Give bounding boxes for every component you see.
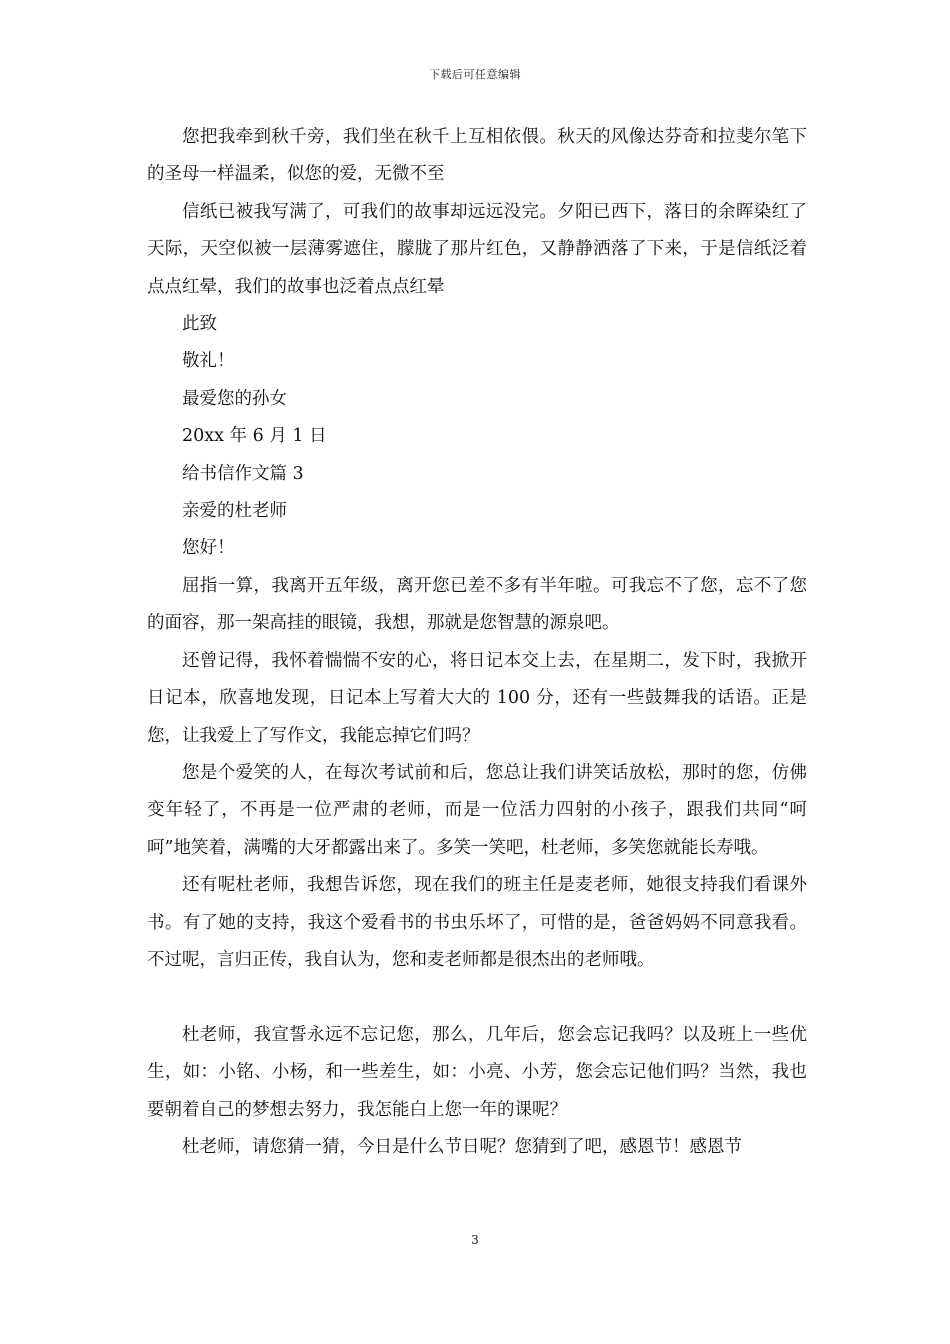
paragraph: 杜老师，我宣誓永远不忘记您，那么，几年后，您会忘记我吗？以及班上一些优生，如：小铭、小杨，和一些差生，如：小亮、小芳，您会忘记他们吗？当然，我也要朝着自己的梦想去努力，我怎能白上您一年的课呢？ [147, 1024, 807, 1120]
paragraph: 还曾记得，我怀着惴惴不安的心，将日记本交上去，在星期二，发下时，我掀开日记本，欣喜地发现，日记本上写着大大的 100 分，还有一些鼓舞我的话语。正是您，让我爱上了写作文，我能忘掉它们吗？ [147, 650, 807, 746]
document-body [147, 119, 807, 1166]
paragraph: 信纸已被我写满了，可我们的故事却远远没完。夕阳已西下，落日的余晖染红了天际，天空似被一层薄雾遮住，朦胧了那片红色，又静静洒落了下来，于是信纸泛着点点红晕，我们的故事也泛着点点红晕 [147, 201, 807, 297]
page-number: 3 [471, 1233, 479, 1247]
paragraph: 还有呢杜老师，我想告诉您，现在我们的班主任是麦老师，她很支持我们看课外书。有了她的支持，我这个爱看书的书虫乐坏了，可惜的是，爸爸妈妈不同意我看。不过呢，言归正传，我自认为，您和麦老师都是很杰出的老师哦。 [147, 875, 807, 970]
signature: 最爱您的孙女 [182, 388, 287, 409]
closing-regards: 敬礼！ [182, 351, 235, 372]
paragraph: 您是个爱笑的人，在每次考试前和后，您总让我们讲笑话放松，那时的您，仿佛变年轻了，不再是一位严肃的老师，而是一位活力四射的小孩子，跟我们共同“呵呵”地笑着，满嘴的大牙都露出来了。多笑一笑吧，杜老师，多笑您就能长寿哦。 [147, 762, 807, 858]
letter-greeting: 您好！ [182, 538, 235, 559]
letter-date: 20xx 年 6 月 1 日 [182, 426, 327, 447]
paragraph: 屈指一算，我离开五年级，离开您已差不多有半年啦。可我忘不了您，忘不了您的面容，那一架高挂的眼镜，我想，那就是您智慧的源泉吧。 [147, 575, 807, 634]
section-title: 给书信作文篇 3 [182, 463, 304, 484]
closing-salutation: 此致 [182, 314, 217, 335]
paragraph: 您把我牵到秋千旁，我们坐在秋千上互相依偎。秋天的风像达芬奇和拉斐尔笔下的圣母一样温柔，似您的爱，无微不至 [147, 127, 807, 185]
blank-line [147, 979, 807, 1016]
paragraph: 杜老师，请您猜一猜，今日是什么节日呢？您猜到了吧，感恩节！感恩节 [182, 1136, 742, 1157]
letter-recipient: 亲爱的杜老师 [182, 501, 287, 522]
page-header: 下载后可任意编辑 [429, 68, 521, 81]
